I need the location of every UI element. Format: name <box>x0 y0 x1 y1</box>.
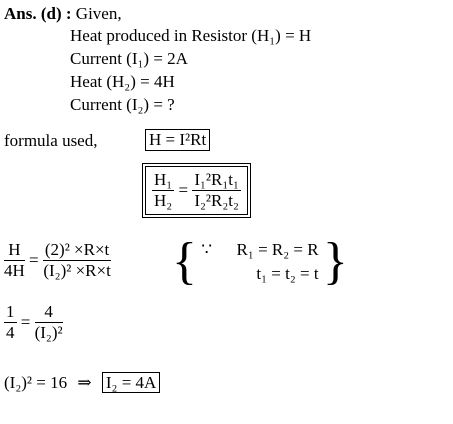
step1-lhs-den: 4H <box>4 261 25 280</box>
ratio-rhs-den: I₂²R₂t₂ <box>194 191 239 210</box>
left-brace: { <box>172 233 197 290</box>
step2-rhs-den: (I₂)² <box>34 323 63 342</box>
step2-lhs-num: 1 <box>6 302 15 321</box>
step1-lhs-fraction <box>4 240 25 281</box>
ratio-rhs-num: I₁²R₁t₁ <box>194 170 239 189</box>
step1-rhs-den: (I₂)² ×R×t <box>43 261 111 280</box>
condition-r: R₁ = R₂ = R <box>236 240 319 259</box>
ratio-lhs-fraction <box>152 170 174 211</box>
step1-lhs-num: H <box>4 240 25 261</box>
step2-rhs-fraction <box>35 302 63 343</box>
condition-brace <box>172 233 348 290</box>
formula-box: H = I²Rt <box>145 129 210 151</box>
step2-lhs-den: 4 <box>6 323 15 342</box>
ratio-lhs-den: H₂ <box>154 191 173 210</box>
step1-equation <box>4 240 111 281</box>
step2-lhs-fraction <box>4 302 17 343</box>
condition-t: t₁ = t₂ = t <box>256 264 319 283</box>
given-line-2: Current (I₁) = 2A <box>70 49 188 68</box>
step3-equation <box>4 373 160 393</box>
given-label: Given, <box>75 4 122 23</box>
step2-rhs-num: 4 <box>35 302 63 323</box>
equals-sign: = <box>178 180 189 200</box>
ratio-rhs-fraction <box>192 170 241 211</box>
ratio-formula-box <box>145 166 248 215</box>
answer-header <box>4 4 122 24</box>
implies-arrow: ⇒ <box>77 373 92 392</box>
step1-rhs-num: (2)² ×R×t <box>44 240 110 259</box>
right-brace: } <box>322 233 348 290</box>
formula-label: formula used, <box>4 131 98 150</box>
step1-rhs-fraction <box>43 240 111 281</box>
given-line-4: Current (I₂) = ? <box>70 95 175 114</box>
given-line-1: Heat produced in Resistor (H₁) = H <box>70 26 312 45</box>
step3-text: (I₂)² = 16 <box>4 373 68 392</box>
ratio-lhs-num: H₁ <box>154 170 173 189</box>
result-box: I₂ = 4A <box>102 372 160 393</box>
equals-sign: = <box>20 312 31 332</box>
because-symbol: ∵ <box>201 240 213 259</box>
answer-label: Ans. (d) : <box>4 4 72 23</box>
equals-sign: = <box>29 250 39 270</box>
given-line-3: Heat (H₂) = 4H <box>70 72 175 91</box>
step2-equation <box>4 302 63 343</box>
